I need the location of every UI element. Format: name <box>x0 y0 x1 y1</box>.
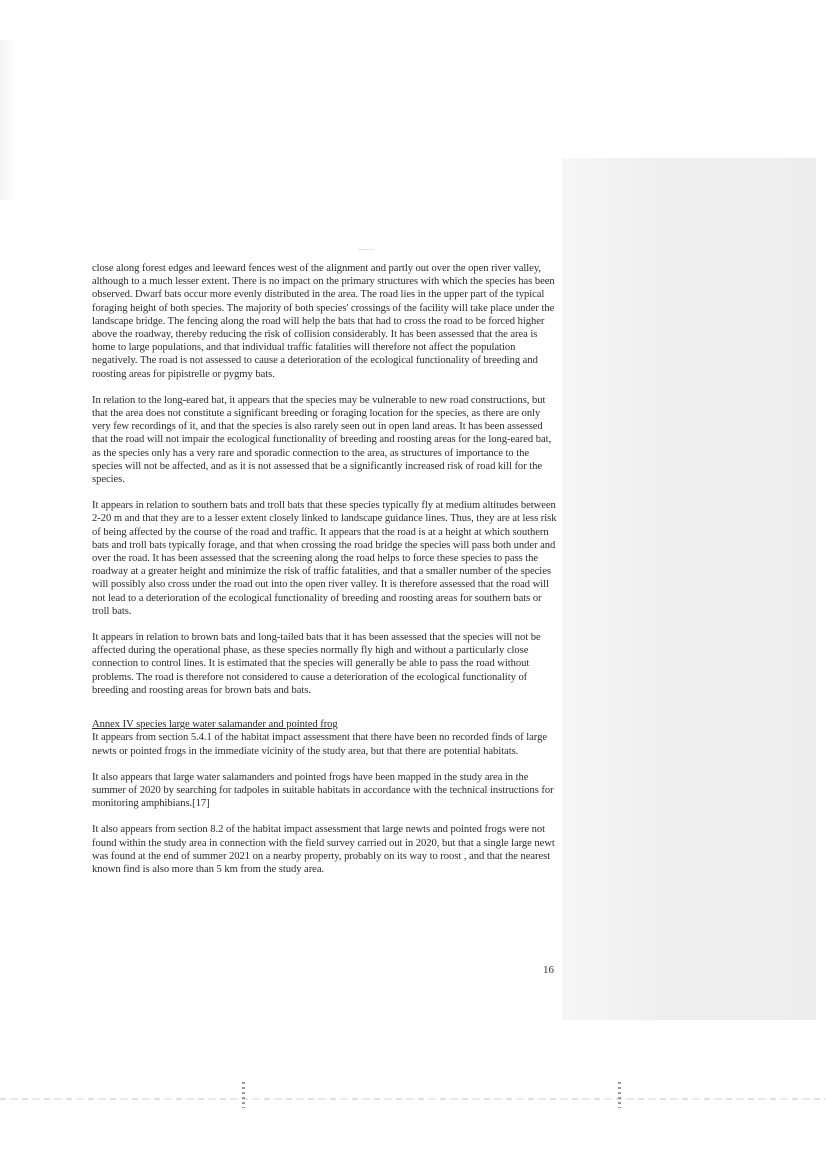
page-number: 16 <box>543 964 554 976</box>
section-heading-annex-iv: Annex IV species large water salamander and pointed frog <box>92 719 338 731</box>
scan-artifact <box>358 249 374 250</box>
page-body <box>92 262 558 889</box>
scan-shadow-left <box>0 40 16 200</box>
paragraph-newts-recorded-finds: It appears from section 5.4.1 of the habitat impact assessment that there have been no recorded finds of large newts or pointed frogs in the immediate vicinity of the study area, but that there are potential habitats. <box>92 732 547 757</box>
paragraph-brown-long-tailed-bats: It appears in relation to brown bats and long-tailed bats that it has been assessed that the species will not be affected during the operational phase, as these species normally fly high and without a particularly close connection to control lines. It is estimated that the species will generally be able to pass the road without problems. The road is therefore not considered to cause a deterioration of the ecological functionality of breeding and roosting areas for brown bats and bats. <box>92 632 541 696</box>
scan-edge-line <box>0 1098 826 1100</box>
scan-mark-right <box>618 1082 621 1108</box>
scan-shadow-right <box>562 158 816 1020</box>
paragraph-newts-mapping: It also appears that large water salamanders and pointed frogs have been mapped in the study area in the summer of 2020 by searching for tadpoles in suitable habitats in accordance with the technical instructions for monitoring amphibians.[17] <box>92 771 554 810</box>
paragraph-southern-troll-bats: It appears in relation to southern bats and troll bats that these species typically fly at medium altitudes between 2-20 m and that they are to a lesser extent closely linked to landscape guidance lines. Thus, they are at less risk of being affected by the course of the road and traffic. It appears that the road is at a height at which southern bats and troll bats typically forage, and that when crossing the road bridge the species will pass both under and over the road. It has been assessed that the screening along the road helps to force these species to pass the roadway at a greater height and minimize the risk of traffic fatalities, and that a smaller number of the species will possibly also cross under the road out into the open river valley. It is therefore assessed that the road will not lead to a deterioration of the ecological functionality of breeding and roosting areas for southern bats or troll bats. <box>92 500 557 617</box>
paragraph-newts-field-survey: It also appears from section 8.2 of the habitat impact assessment that large newts and pointed frogs were not found within the study area in connection with the field survey carried out in 2020, but that a single large newt was found at the end of summer 2021 on a nearby property, probably on its way to roost , and that the nearest known find is also more than 5 km from the study area. <box>92 824 555 875</box>
paragraph-pipistrelle-bats: close along forest edges and leeward fences west of the alignment and partly out over the open river valley, although to a much lesser extent. There is no impact on the primary structures with which the species has been observed. Dwarf bats occur more evenly distributed in the area. The road lies in the upper part of the typical foraging height of both species. The majority of both species' crossings of the facility will take place under the landscape bridge. The fencing along the road will help the bats that had to cross the road to be forced higher above the roadway, thereby reducing the risk of collision considerably. It has been assessed that the area is home to large populations, and that individual traffic fatalities will therefore not affect the population negatively. The road is not assessed to cause a deterioration of the ecological functionality of breeding and roosting areas for pipistrelle or pygmy bats. <box>92 263 555 380</box>
paragraph-long-eared-bat: In relation to the long-eared bat, it appears that the species may be vulnerable to new road constructions, but that the area does not constitute a significant breeding or foraging location for the species, as there are only very few recordings of it, and that the species is also rarely seen out in open land areas. It has been assessed that the road will not impair the ecological functionality of breeding and roosting areas for the long-eared bat, as the species only has a very rare and sporadic connection to the area, as structures of importance to the species will not be affected, and as it is not assessed that be a significantly increased risk of road kill for the species. <box>92 394 552 486</box>
scan-mark-left <box>242 1082 245 1108</box>
